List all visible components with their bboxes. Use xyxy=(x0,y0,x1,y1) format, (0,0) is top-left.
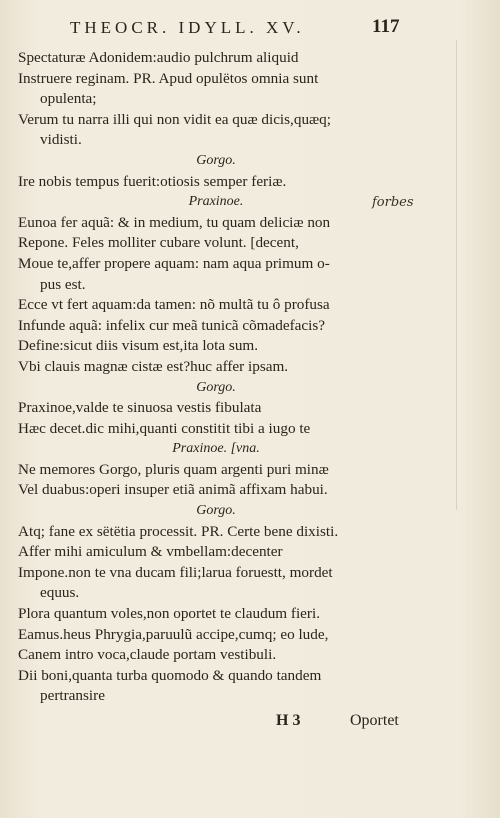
catchword: Oportet xyxy=(350,712,399,729)
text-line: Ecce vt fert aquam:da tamen: nõ multã tu ô profusa xyxy=(18,296,330,314)
page-footer xyxy=(0,712,500,736)
text-line: Vel duabus:operi insuper etiã animã affixam habui. xyxy=(18,481,328,499)
speaker-name: Gorgo. xyxy=(196,152,236,168)
text-line: Infunde aquã: infelix cur meã tunicã cõmadefacis? xyxy=(18,316,325,334)
running-head: THEOCR. IDYLL. XV. xyxy=(70,18,305,37)
signature-mark: H 3 xyxy=(276,712,301,729)
speaker-name: Praxinoe. xyxy=(188,194,244,210)
text-line: Ire nobis tempus fuerit:otiosis semper feriæ. xyxy=(18,172,287,190)
text-line: Spectaturæ Adonidem:audio pulchrum aliquid xyxy=(18,49,299,66)
handwritten-margin-note: forbes xyxy=(372,195,414,210)
page-number: 117 xyxy=(372,16,400,37)
text-line: Impone.non te vna ducam fili;larua foruestt, mordet xyxy=(18,563,333,581)
text-line: Vbi clauis magnæ cistæ est?huc affer ipsam. xyxy=(18,357,289,375)
text-line: Dii boni,quanta turba quomodo & quando tandem xyxy=(18,666,322,684)
text-line: Verum tu narra illi qui non vidit ea quæ dicis,quæq; xyxy=(18,110,331,128)
text-line: Eunoa fer aquã: & in medium, tu quam deliciæ non xyxy=(18,213,331,231)
text-line: Moue te,affer propere aquam: nam aqua primum o- xyxy=(18,254,330,272)
speaker-name: Praxinoe. [vna. xyxy=(172,441,260,457)
text-line: equus. xyxy=(40,584,80,602)
text-line: Repone. Feles molliter cubare volunt. [decent, xyxy=(18,234,299,252)
text-line: Instruere reginam. PR. Apud opulëtos omnia sunt xyxy=(18,69,319,87)
page-edge-shadow xyxy=(456,40,457,510)
text-line: pertransire xyxy=(40,687,105,705)
text-line: opulenta; xyxy=(40,90,97,108)
text-line: Define:sicut diis visum est,ita lota sum. xyxy=(18,337,259,355)
speaker-name: Gorgo. xyxy=(196,503,236,519)
text-line: pus est. xyxy=(40,275,86,293)
text-line: Ne memores Gorgo, pluris quam argenti puri minæ xyxy=(18,460,329,478)
text-line: Affer mihi amiculum & vmbellam:decenter xyxy=(18,543,283,561)
text-line: Hæc decet.dic mihi,quanti constitit tibi a iugo te xyxy=(18,419,311,437)
text-line: vidisti. xyxy=(40,131,82,149)
text-line: Plora quantum voles,non oportet te claudum fieri. xyxy=(18,605,320,623)
speaker-name: Gorgo. xyxy=(196,379,236,395)
text-line: Atq; fane ex sëtëtia processit. PR. Certe bene dixisti. xyxy=(18,522,339,540)
text-line: Canem intro voca,claude portam vestibuli. xyxy=(18,646,277,664)
body-text xyxy=(18,48,414,707)
text-line: Eamus.heus Phrygia,paruulũ accipe,cumq; eo lude, xyxy=(18,625,329,643)
text-line: Praxinoe,valde te sinuosa vestis fibulata xyxy=(18,399,262,417)
